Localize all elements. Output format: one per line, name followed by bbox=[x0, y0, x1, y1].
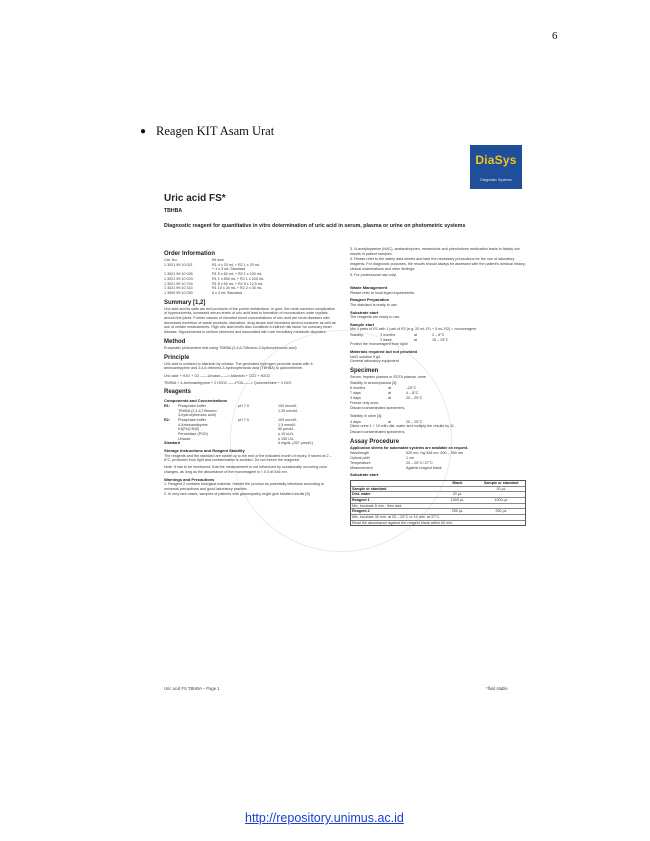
stability-rows bbox=[350, 333, 526, 342]
component-cell bbox=[238, 441, 278, 446]
specimen-discard: Discard contaminated specimens. bbox=[350, 406, 406, 411]
bullet-dot-icon: ● bbox=[140, 126, 147, 137]
order-catno: 1 3021 99 10 314 bbox=[164, 286, 193, 291]
assay-rows bbox=[350, 451, 526, 470]
table-cell: Sample or standard bbox=[352, 486, 387, 491]
insert-footer-right: *fluid stable bbox=[486, 686, 508, 691]
table-cell: 20 µL bbox=[452, 492, 463, 497]
substrate-start-heading: Substrate start bbox=[350, 309, 379, 315]
urine-stability-time: 4 days bbox=[350, 419, 361, 424]
principle-heading: Principle bbox=[164, 354, 190, 361]
component-cell: Phosphate buffer bbox=[178, 403, 207, 408]
components-list bbox=[164, 404, 338, 446]
component-cell: pH 7.0 bbox=[238, 417, 249, 422]
component-row bbox=[164, 441, 338, 446]
order-kitsize: R1 10 x 20 mL + R2 2 x 30 mL bbox=[212, 286, 262, 291]
urine-stability-title: Stability in urine [4]: bbox=[350, 413, 383, 418]
urine-discard: Discard contaminated specimens. bbox=[350, 430, 406, 435]
principle-text: Uric acid is oxidized to allantoin by uricase. The generated hydrogen peroxide reacts with 4-aminoantipyrine and 2,4,6-tribromo-3-hydroxybenzoic acid (TBHBA) to quinoneimine. bbox=[164, 361, 314, 371]
stability-cell: at bbox=[414, 337, 418, 342]
order-kitsize: R1 8 x 50 mL + R2 8 x 12.5 mL bbox=[212, 281, 264, 286]
assay-value: Against reagent blank bbox=[406, 465, 442, 470]
table-body bbox=[351, 487, 525, 526]
order-kitsize: R1 5 x 80 mL + R2 1 x 100 mL bbox=[212, 272, 262, 277]
warnings-heading: Warnings and Precautions bbox=[164, 476, 215, 482]
component-cell: Uricase bbox=[178, 436, 191, 441]
assay-row bbox=[350, 466, 526, 471]
table-cell: 20 µL bbox=[496, 486, 506, 491]
specimen-stability-title: Stability in serum/plasma [3]: bbox=[350, 380, 398, 385]
assay-note: Application sheets for automated systems are available on request. bbox=[350, 445, 469, 450]
urine-stability-at: at bbox=[388, 419, 392, 424]
table-cell: Reagent 1 bbox=[352, 497, 370, 502]
stability-cell: 2 – 8°C bbox=[432, 333, 445, 338]
order-kitsize: + 1 x 3 mL Standard bbox=[212, 267, 246, 272]
component-cell: 1.25 mmol/L bbox=[278, 408, 299, 413]
specimen-stability-cell: 20 – 25°C bbox=[406, 395, 423, 400]
table-header-cell: Blank bbox=[452, 480, 463, 485]
repository-link[interactable]: http://repository.unimus.ac.id bbox=[245, 811, 404, 825]
insert-footer-left: Uric acid FS TBHBA – Page 1 bbox=[164, 686, 220, 691]
storage-note: Note: It has to be mentioned, that the measurement is not influenced by occasionally occurring color changes, as long as the absorbance of the monoreagent is < 0.5 at 546 nm. bbox=[164, 465, 328, 474]
assay-value: 520 nm, Hg 546 nm, 500 – 550 nm bbox=[406, 451, 463, 456]
prep-heading: Reagent Preparation bbox=[350, 297, 390, 303]
table-cell: Mix, incubate 30 min. at 20 – 25°C or 10 min. at 37°C. bbox=[352, 515, 441, 520]
waste-text: Please refer to local legal requirements. bbox=[350, 290, 415, 295]
warning-4: 4. Please refer to the safety data sheets and take the necessary precautions for the use of laboratory reagents. For diagnostic purposes, the results should always be assessed with the patient's medical history, clinical examinations and other findings. bbox=[350, 257, 526, 271]
components-heading: Components and Concentrations bbox=[164, 398, 228, 404]
table-cell: 1000 µL bbox=[450, 497, 465, 502]
table-header-cell: Sample or standard bbox=[483, 480, 519, 485]
order-col-kitsize: Kit size bbox=[212, 258, 224, 262]
insert-description: Diagnostic reagent for quantitative in vitro determination of uric acid in serum, plasma or urine on photometric systems bbox=[164, 223, 466, 229]
component-cell: R2: bbox=[164, 417, 170, 422]
right-column bbox=[350, 247, 526, 526]
assay-label: Measurement bbox=[350, 465, 373, 470]
table-cell: - bbox=[456, 486, 458, 491]
stability-note: Protect the monoreagent from light! bbox=[350, 342, 408, 347]
bullet-label: Reagen KIT Asam Urat bbox=[156, 124, 275, 138]
order-kitsize: R1 4 x 20 mL + R2 1 x 20 mL bbox=[212, 262, 260, 267]
component-cell: 50 µmol/L bbox=[278, 427, 295, 432]
urine-dilute: Dilute urine 1 + 10 with dist. water and multiply the results by 11. bbox=[350, 424, 455, 429]
table-cell: 250 µL bbox=[495, 509, 507, 514]
specimen-stability-cell: at bbox=[388, 386, 392, 391]
order-catno: 1 3021 99 10 026 bbox=[164, 272, 193, 277]
order-kitsize: 6 x 3 mL Standard bbox=[212, 290, 242, 295]
reagents-heading: Reagents bbox=[164, 389, 192, 396]
order-catno: 1 3021 99 10 021 bbox=[164, 262, 193, 267]
specimen-stability-cell: at bbox=[388, 391, 392, 396]
table-cell: Reagent 2 bbox=[352, 509, 370, 514]
order-row bbox=[164, 291, 338, 296]
reaction-1: Uric acid + H2O + O2 ——Uricase——> Allantoin + CO2 + H2O2 bbox=[164, 373, 271, 378]
diasys-logo bbox=[470, 145, 522, 189]
logo-brand: DiaSys bbox=[475, 153, 517, 167]
assay-heading: Assay Procedure bbox=[350, 438, 400, 445]
assay-value: 20 – 25°C/ 37°C bbox=[406, 460, 433, 465]
table-cell: Read the absorbance against the reagent blank within 60 min. bbox=[352, 520, 454, 525]
insert-title: Uric acid FS* bbox=[164, 193, 226, 204]
order-catno: 1 3021 99 10 704 bbox=[164, 281, 193, 286]
specimen-stability-cell: –20°C bbox=[406, 386, 417, 391]
pipetting-table bbox=[350, 480, 526, 527]
component-cell: Peroxidase (POD) bbox=[178, 432, 208, 437]
table-row bbox=[351, 521, 525, 526]
specimen-stability-cell: 6 months bbox=[350, 386, 366, 391]
component-cell: Phosphate buffer bbox=[178, 417, 207, 422]
storage-heading: Storage Instructions and Reagent Stability bbox=[164, 448, 245, 454]
waste-heading: Waste Management bbox=[350, 285, 388, 291]
specimen-freeze: Freeze only once. bbox=[350, 400, 380, 405]
component-cell: 4-Aminoantipyrine bbox=[178, 422, 208, 427]
stability-cell: at bbox=[414, 333, 418, 338]
table-heading: Substrate start bbox=[350, 472, 379, 478]
specimen-stability-cell: 3 days bbox=[350, 395, 361, 400]
component-cell: 100 mmol/L bbox=[278, 403, 298, 408]
specimen-heading: Specimen bbox=[350, 368, 379, 375]
summary-text: Uric acid and its salts are end products of the purine metabolism. In gout, the most common complication of hyperuricemia, increased serum levels of uric acid lead to formation of monosodium urate crystals around the joints. Further causes of elevated blood concentrations of uric acid are renal diseases with decreased excretion of waste products, starvation, drug abuse and increased alcohol consume as well as use of certain medicaments. High uric acid levels also constitute a indirect risk factor for coronary heart disease. Hypouricemia is seldom observed and associated with rare hereditary metabolic disorders. bbox=[164, 306, 336, 335]
component-cell: Standard bbox=[164, 441, 180, 446]
sample-start-text: Mix 4 parts of R1 with 1 part of R2 (e.g. 20 mL R1 + 5 mL R2) = monoreagent bbox=[350, 327, 477, 332]
stability-cell: 3 months bbox=[380, 333, 396, 338]
assay-value: 1 cm bbox=[406, 456, 414, 461]
bullet-item bbox=[140, 124, 274, 139]
component-cell: 1.5 mmol/L bbox=[278, 422, 297, 427]
materials-heading: Materials required but not provided bbox=[350, 349, 418, 355]
method-text: Enzymatic photometric test using TBHBA (2,4,6-Tribromo-3-hydroxybenzoic acid) bbox=[164, 345, 297, 350]
component-cell bbox=[178, 441, 238, 446]
warning-3: 3. N-acetylcysteine (NAC), acetaminophen, metamizole and phenindione medication leads to falsely low results in patient samples. bbox=[350, 247, 520, 256]
component-cell: pH 7.0 bbox=[238, 403, 249, 408]
assay-label: Temperature bbox=[350, 460, 371, 465]
stability-cell: 1 week bbox=[380, 337, 392, 342]
component-cell: K4[Fe(CN)6] bbox=[178, 427, 199, 432]
page-number: 6 bbox=[552, 30, 558, 42]
substrate-start-text: The reagents are ready to use. bbox=[350, 315, 401, 320]
warning-5: 5. For professional use only! bbox=[350, 272, 397, 277]
table-cell: 250 µL bbox=[451, 509, 464, 514]
stability-cell: Stability: bbox=[350, 333, 364, 338]
urine-stability-temp: 20 – 25°C bbox=[406, 419, 423, 424]
order-rows bbox=[164, 263, 338, 296]
component-cell: R1: bbox=[164, 403, 170, 408]
left-column bbox=[164, 247, 338, 498]
table-header-cell bbox=[351, 481, 438, 486]
table-cell: Mix, incubate 5 min., then add: bbox=[352, 503, 403, 508]
component-cell: ≥ 150 U/L bbox=[278, 436, 294, 441]
summary-heading: Summary [1,2] bbox=[164, 299, 206, 306]
warning-2: 2. In very rare cases, samples of patients with gammopathy might give falsified results [8]. bbox=[164, 492, 311, 497]
table-cell: 1000 µL bbox=[494, 497, 508, 502]
specimen-stability-cell: 4 – 8°C bbox=[406, 391, 419, 396]
component-cell: 6 mg/dL (357 µmol/L) bbox=[278, 441, 313, 446]
method-heading: Method bbox=[164, 338, 186, 345]
component-cell: TBHBA (2,4,6-Tribromo- bbox=[178, 408, 218, 413]
logo-tagline: Diagnostic Systems bbox=[480, 178, 512, 182]
stability-cell: 15 – 25°C bbox=[432, 337, 449, 342]
materials-text: NaCl solution 9 g/L General laboratory equipment bbox=[350, 354, 399, 364]
warning-1: 1. Reagent 2 contains biological material. Handle the product as potentially infectious according to universal precautions and good laboratory practice. bbox=[164, 482, 324, 491]
assay-label: Wavelength bbox=[350, 451, 370, 456]
component-cell: 100 mmol/L bbox=[278, 417, 298, 422]
storage-text: The reagents and the standard are stable up to the end of the indicated month of expiry, if stored at 2 – 8°C, protected from light and contamination is avoided. Do not freeze the reagents! bbox=[164, 453, 332, 463]
specimen-text: Serum, heparin plasma or EDTA plasma, urine bbox=[350, 375, 426, 380]
order-catno: 1 3021 99 10 023 bbox=[164, 276, 193, 281]
component-cell: ≥ 10 kU/L bbox=[278, 432, 294, 437]
assay-label: Optical path bbox=[350, 456, 370, 461]
reaction-2: TBHBA + 4-Aminoantipyrine + 2 H2O2 ——POD——> Quinoneimine + 3 H2O bbox=[164, 380, 292, 385]
order-catno: 1 3000 99 10 030 bbox=[164, 290, 193, 295]
table-cell: Dist. water bbox=[352, 492, 371, 497]
specimen-stability-cell: at bbox=[388, 395, 392, 400]
prep-text: The standard is ready to use. bbox=[350, 302, 398, 307]
specimen-stability-cell: 7 days bbox=[350, 391, 361, 396]
order-heading: Order Information bbox=[164, 251, 216, 257]
insert-subtitle: TBHBA bbox=[164, 208, 183, 214]
order-col-catno: Cat. No. bbox=[164, 258, 178, 262]
component-cell: 3-hydroxybenzoic acid) bbox=[178, 413, 216, 418]
specimen-stability-rows bbox=[350, 386, 526, 400]
sample-start-heading: Sample start bbox=[350, 321, 375, 327]
table-cell: - bbox=[500, 492, 502, 497]
order-kitsize: R1 1 x 800 mL + R2 1 x 200 mL bbox=[212, 276, 265, 281]
